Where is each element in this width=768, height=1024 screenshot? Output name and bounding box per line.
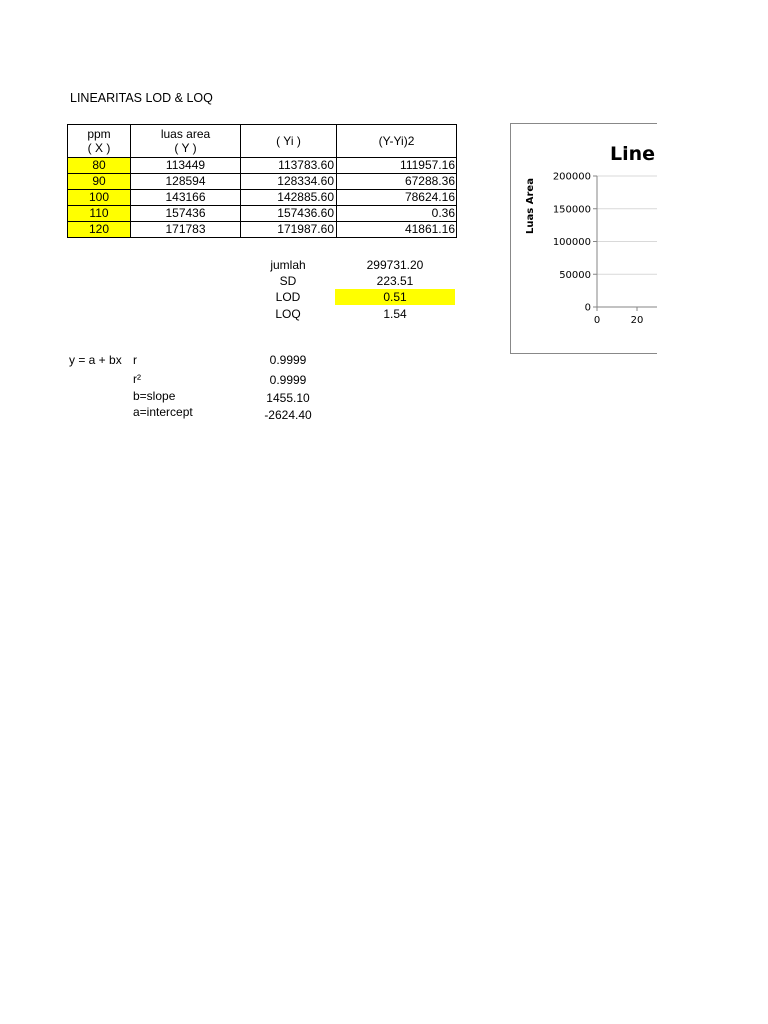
table-row <box>68 206 457 222</box>
cell-yi[interactable]: 157436.60 <box>241 206 337 222</box>
sd-label: SD <box>279 274 297 288</box>
cell-luas-area[interactable]: 157436 <box>131 206 241 222</box>
cell-yi[interactable]: 171987.60 <box>241 222 337 238</box>
lod-value[interactable]: 0.51 <box>335 289 455 305</box>
table-row <box>68 222 457 238</box>
sd-value[interactable]: 223.51 <box>376 274 414 288</box>
header-ppm-line1: ppm <box>87 127 111 141</box>
header-y-yi-squared-line1: (Y-Yi)2 <box>378 134 415 148</box>
cell-luas-area[interactable]: 128594 <box>131 174 241 190</box>
linearity-chart[interactable] <box>510 123 657 354</box>
header-luas-area-line1: luas area <box>160 127 211 141</box>
jumlah-value[interactable]: 299731.20 <box>366 258 424 272</box>
chart-canvas <box>511 124 657 353</box>
table-row <box>68 190 457 206</box>
r-squared-value[interactable]: 0.9999 <box>269 373 307 387</box>
header-y-yi-squared[interactable] <box>337 125 457 158</box>
y-tick-label: 100000 <box>552 237 591 248</box>
loq-label: LOQ <box>275 307 301 321</box>
intercept-label: a=intercept <box>133 405 193 419</box>
lod-label: LOD <box>275 290 301 304</box>
axes <box>593 176 657 311</box>
table-row <box>68 174 457 190</box>
cell-luas-area[interactable]: 143166 <box>131 190 241 206</box>
gridlines <box>597 176 657 274</box>
cell-ppm[interactable]: 120 <box>68 222 131 238</box>
cell-y-yi-squared[interactable]: 67288.36 <box>337 174 457 190</box>
tick-labels <box>553 172 644 327</box>
sheet-title: LINEARITAS LOD & LOQ <box>70 91 213 105</box>
y-tick-label: 150000 <box>552 204 591 216</box>
cell-yi[interactable]: 142885.60 <box>241 190 337 206</box>
loq-value[interactable]: 1.54 <box>383 307 407 321</box>
r-value[interactable]: 0.9999 <box>269 353 307 367</box>
jumlah-label: jumlah <box>270 258 306 272</box>
intercept-value[interactable]: -2624.40 <box>264 408 312 422</box>
chart-title: Line <box>610 143 656 165</box>
cell-luas-area[interactable]: 171783 <box>131 222 241 238</box>
x-tick-label: 0 <box>593 315 601 326</box>
cell-luas-area[interactable]: 113449 <box>131 158 241 174</box>
cell-y-yi-squared[interactable]: 41861.16 <box>337 222 457 238</box>
cell-yi[interactable]: 128334.60 <box>241 174 337 190</box>
y-axis-label: Luas Area <box>525 178 536 234</box>
y-tick-label: 200000 <box>552 171 591 183</box>
cell-y-yi-squared[interactable]: 111957.16 <box>337 158 457 174</box>
r-label: r <box>133 353 137 367</box>
slope-value[interactable]: 1455.10 <box>266 391 310 405</box>
r-squared-label: r² <box>133 372 141 386</box>
slope-label: b=slope <box>133 389 176 403</box>
cell-y-yi-squared[interactable]: 78624.16 <box>337 190 457 206</box>
header-yi-line1: ( Yi ) <box>276 134 301 148</box>
cell-y-yi-squared[interactable]: 0.36 <box>337 206 457 222</box>
table-row <box>68 158 457 174</box>
regression-equation: y = a + bx <box>69 353 122 367</box>
header-luas-area[interactable] <box>131 125 241 158</box>
cell-ppm[interactable]: 80 <box>68 158 131 174</box>
header-ppm-line2: ( X ) <box>87 141 111 155</box>
y-tick-label: 50000 <box>559 269 591 281</box>
table-header-row <box>68 125 457 158</box>
header-ppm[interactable] <box>68 125 131 158</box>
y-tick-label: 0 <box>584 302 591 314</box>
cell-ppm[interactable]: 90 <box>68 174 131 190</box>
linearity-table <box>67 124 457 238</box>
header-yi[interactable] <box>241 125 337 158</box>
cell-ppm[interactable]: 110 <box>68 206 131 222</box>
x-tick-label: 20 <box>630 315 644 326</box>
cell-yi[interactable]: 113783.60 <box>241 158 337 174</box>
header-luas-area-line2: ( Y ) <box>174 141 197 155</box>
cell-ppm[interactable]: 100 <box>68 190 131 206</box>
